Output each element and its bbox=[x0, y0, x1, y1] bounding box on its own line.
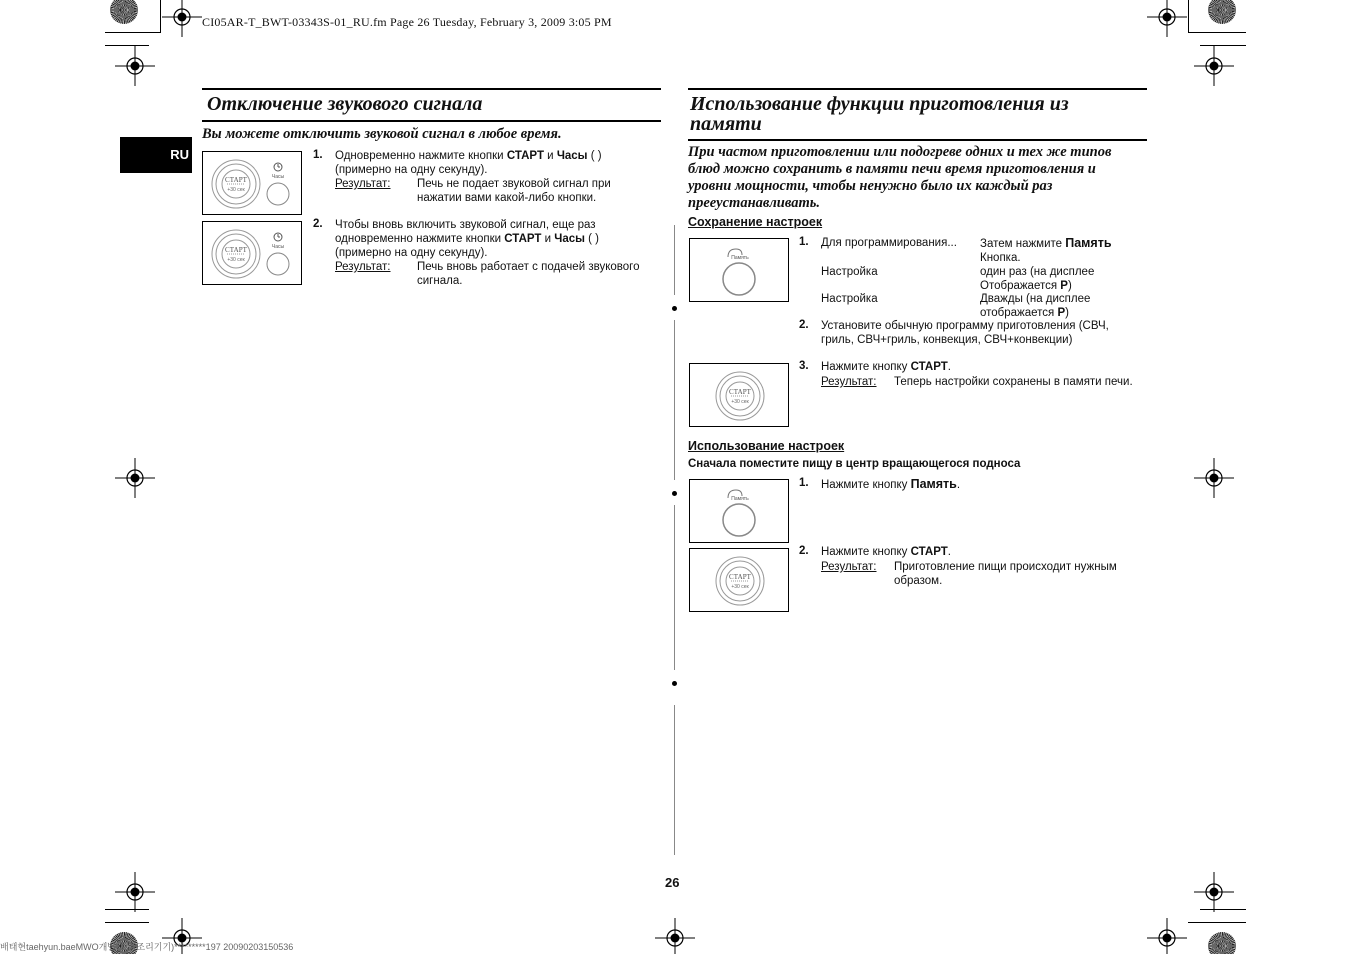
svg-text:+30 сек: +30 сек bbox=[731, 584, 749, 590]
step-number: 1. bbox=[313, 149, 323, 161]
fold-dot bbox=[672, 681, 677, 686]
step-text: Одновременно нажмите кнопки СТАРТ и Часы ( ) (примерно на одну секунду). bbox=[335, 150, 602, 176]
step-number: 1. bbox=[799, 236, 809, 248]
registration-mark-icon bbox=[655, 918, 695, 954]
crop-line bbox=[1188, 0, 1189, 33]
svg-text:СТАРТ: СТАРТ bbox=[225, 246, 247, 254]
svg-text:СТАРТ: СТАРТ bbox=[729, 573, 751, 581]
color-target-icon bbox=[1208, 932, 1236, 954]
start-clock-buttons-image bbox=[202, 221, 302, 285]
memory-button-icon bbox=[690, 480, 788, 547]
right-section-title: Использование функции приготовления из памяти bbox=[690, 93, 1069, 135]
fold-line bbox=[674, 320, 675, 480]
right-intro: При частом приготовлении или подогреве одних и тех же типов блюд можно сохранить в памяти печи время приготовления и уровни мощности, чтобы ненужно было их каждый раз преeустанавливать. bbox=[688, 144, 1112, 211]
result-label: Результат: bbox=[335, 178, 391, 190]
title-rule bbox=[688, 139, 1147, 141]
start-button-icon bbox=[690, 364, 788, 431]
start-button-image bbox=[689, 548, 789, 612]
svg-text:Память: Память bbox=[731, 255, 749, 261]
registration-mark-icon bbox=[162, 0, 202, 37]
svg-text:СТАРТ: СТАРТ bbox=[225, 176, 247, 184]
start-and-clock-buttons-icon bbox=[203, 222, 301, 289]
step-text: Установите обычную программу приготовления (СВЧ, гриль, СВЧ+гриль, конвекция, СВЧ+конвекции) bbox=[821, 320, 1109, 346]
svg-text:Часы: Часы bbox=[271, 244, 285, 250]
result-label: Результат: bbox=[335, 261, 391, 273]
fold-line bbox=[674, 705, 675, 855]
registration-mark-icon bbox=[1147, 918, 1187, 954]
step-text: Настройка bbox=[821, 293, 878, 305]
memory-button-icon bbox=[690, 239, 788, 306]
step-number: 1. bbox=[799, 477, 809, 489]
step-text: Чтобы вновь включить звуковой сигнал, еще раз одновременно нажмите кнопки СТАРТ и Часы ( ) (примерно на одну секунду). bbox=[335, 219, 600, 259]
left-subtitle: Вы можете отключить звуковой сигнал в любое время. bbox=[202, 126, 562, 142]
step-text: один раз (на дисплее Отображается P) bbox=[980, 266, 1095, 292]
result-text: Приготовление пищи происходит нужным образом. bbox=[894, 561, 1117, 587]
color-target-icon bbox=[110, 0, 138, 24]
svg-text:СТАРТ: СТАРТ bbox=[729, 388, 751, 396]
use-note: Сначала поместите пищу в центр вращающегося подноса bbox=[688, 458, 1021, 470]
svg-text:+30 сек: +30 сек bbox=[731, 399, 749, 405]
title-rule bbox=[688, 88, 1147, 90]
color-target-icon bbox=[1208, 0, 1236, 24]
memory-button-image bbox=[689, 238, 789, 302]
page-number: 26 bbox=[665, 875, 680, 890]
crop-line bbox=[160, 0, 161, 33]
crop-line bbox=[1188, 32, 1246, 33]
footer-stamp: 배태현taehyun.baeMWO개발그룹(조리기기)*********197 20090203150536 bbox=[0, 942, 294, 952]
use-settings-heading: Использование настроек bbox=[688, 439, 845, 453]
registration-mark-icon bbox=[1194, 872, 1234, 912]
registration-mark-icon bbox=[1147, 0, 1187, 37]
start-button-image bbox=[689, 363, 789, 427]
file-header: CI05AR-T_BWT-03343S-01_RU.fm Page 26 Tuesday, February 3, 2009 3:05 PM bbox=[202, 15, 612, 29]
crop-line bbox=[105, 922, 149, 923]
result-text: Печь не подает звуковой сигнал при нажатии вами какой-либо кнопки. bbox=[417, 178, 611, 204]
step-text: Для программирования... bbox=[821, 237, 957, 249]
svg-text:+30 сек: +30 сек bbox=[227, 257, 245, 263]
step-text: Настройка bbox=[821, 266, 878, 278]
title-rule bbox=[202, 120, 661, 122]
registration-mark-icon bbox=[115, 872, 155, 912]
registration-mark-icon bbox=[115, 458, 155, 498]
title-rule bbox=[202, 88, 661, 90]
fold-dot bbox=[672, 491, 677, 496]
result-text: Печь вновь работает с подачей звукового сигнала. bbox=[417, 261, 640, 287]
fold-dot bbox=[672, 306, 677, 311]
language-tab: RU bbox=[120, 137, 192, 173]
step-text: Нажмите кнопку СТАРТ. bbox=[821, 361, 951, 373]
svg-text:Память: Память bbox=[731, 496, 749, 502]
result-label: Результат: bbox=[821, 561, 877, 573]
fold-line bbox=[674, 505, 675, 670]
step-number: 2. bbox=[799, 319, 809, 331]
step-text: Затем нажмите Память Кнопка. bbox=[980, 236, 1112, 264]
start-button-icon bbox=[690, 549, 788, 616]
crop-line bbox=[1188, 922, 1246, 923]
svg-text:Часы: Часы bbox=[271, 174, 285, 180]
fold-line bbox=[674, 225, 675, 295]
start-and-clock-buttons-icon bbox=[203, 152, 301, 219]
registration-mark-icon bbox=[1194, 458, 1234, 498]
step-text: Нажмите кнопку СТАРТ. bbox=[821, 546, 951, 558]
svg-text:+30 сек: +30 сек bbox=[227, 187, 245, 193]
step-number: 3. bbox=[799, 360, 809, 372]
registration-mark-icon bbox=[115, 46, 155, 86]
result-label: Результат: bbox=[821, 376, 877, 388]
memory-button-image bbox=[689, 479, 789, 543]
step-number: 2. bbox=[313, 218, 323, 230]
crop-line bbox=[105, 32, 160, 33]
save-settings-heading: Сохранение настроек bbox=[688, 215, 823, 229]
registration-mark-icon bbox=[1194, 46, 1234, 86]
result-text: Теперь настройки сохранены в памяти печи. bbox=[894, 376, 1133, 388]
step-text: Дважды (на дисплее отображается P) bbox=[980, 293, 1091, 319]
left-section-title: Отключение звукового сигнала bbox=[207, 93, 483, 115]
step-number: 2. bbox=[799, 545, 809, 557]
start-clock-buttons-image bbox=[202, 151, 302, 215]
step-text: Нажмите кнопку Память. bbox=[821, 477, 961, 491]
